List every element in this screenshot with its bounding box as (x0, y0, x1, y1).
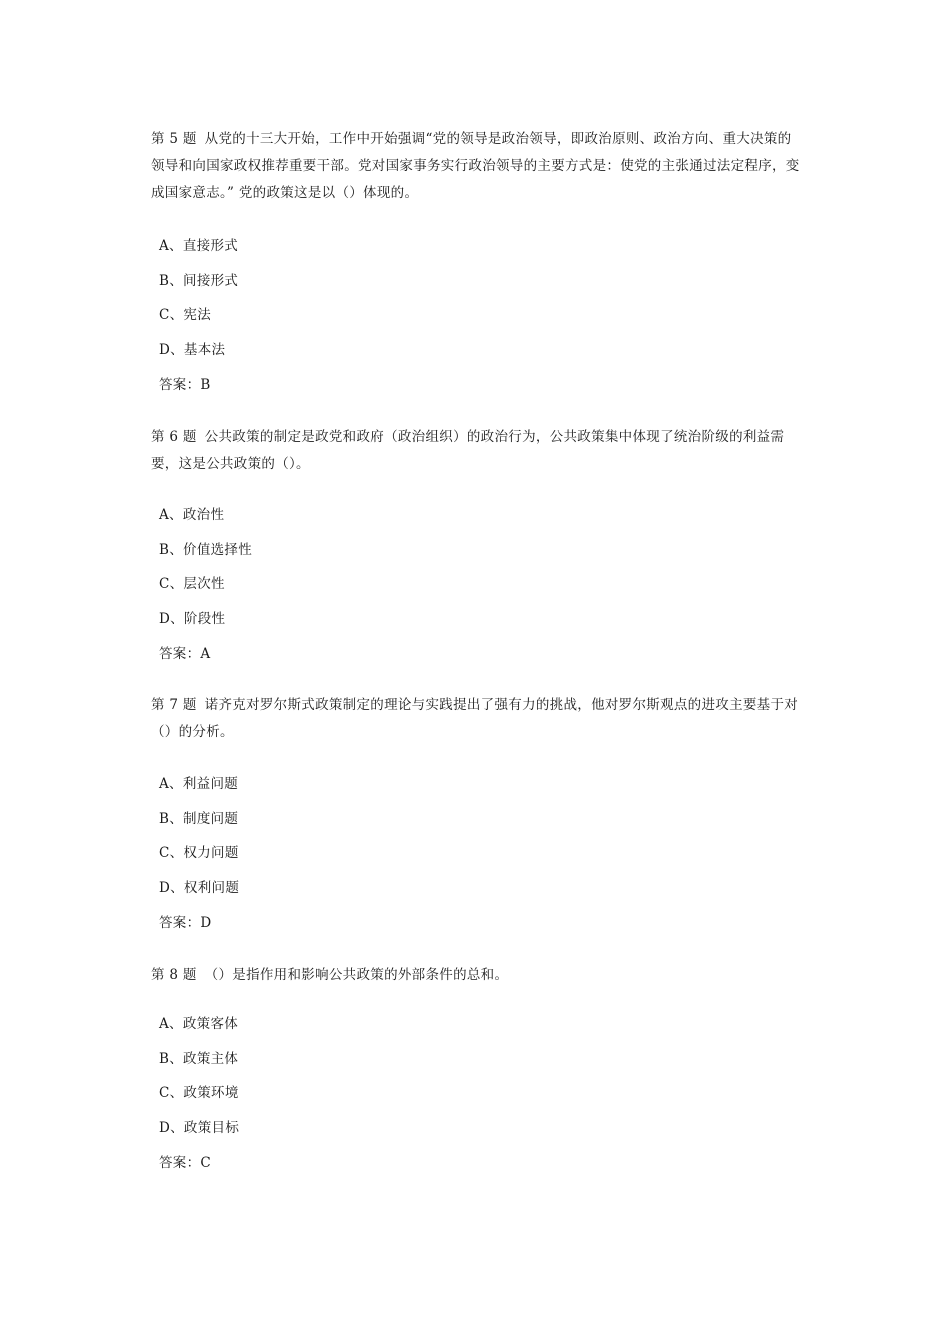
option-a: A、政治性 (159, 507, 225, 523)
option-b: B、制度问题 (159, 811, 239, 827)
question-6 (151, 424, 801, 662)
question-8 (151, 962, 801, 1171)
option-a: A、利益问题 (159, 776, 239, 792)
answer: 答案：D (159, 915, 212, 931)
answer: 答案：C (159, 1155, 212, 1171)
option-a: A、直接形式 (159, 238, 239, 254)
question-text: 诺齐克对罗尔斯式政策制定的理论与实践提出了强有力的挑战，他对罗尔斯观点的进攻主要基于对（）的分析。 (151, 697, 799, 740)
question-text: 公共政策的制定是政党和政府（政治组织）的政治行为，公共政策集中体现了统治阶级的利益需要，这是公共政策的（）。 (151, 429, 785, 472)
option-b: B、政策主体 (159, 1051, 239, 1067)
question-number: 第 5 题 (151, 131, 197, 147)
question-5 (151, 126, 801, 393)
question-text: 从党的十三大开始，工作中开始强调“党的领导是政治领导，即政治原则、政治方向、重大决策的领导和向国家政权推荐重要干部。党对国家事务实行政治领导的主要方式是：使党的主张通过法定程序，变成国家意志。” 党的政策这是以（）体现的。 (151, 131, 800, 201)
question-stem (151, 962, 801, 989)
option-d: D、阶段性 (159, 611, 226, 627)
option-d: D、基本法 (159, 342, 226, 358)
question-stem (151, 424, 801, 478)
option-b: B、价值选择性 (159, 542, 253, 558)
question-7 (151, 692, 801, 931)
option-c: C、政策环境 (159, 1085, 239, 1101)
option-d: D、政策目标 (159, 1120, 240, 1136)
answer: 答案：B (159, 377, 211, 393)
answer: 答案：A (159, 646, 211, 662)
option-c: C、宪法 (159, 307, 212, 323)
question-stem (151, 692, 801, 746)
option-d: D、权利问题 (159, 880, 240, 896)
question-stem (151, 126, 801, 207)
question-number: 第 8 题 (151, 967, 197, 983)
option-a: A、政策客体 (159, 1016, 239, 1032)
question-number: 第 6 题 (151, 429, 197, 445)
option-c: C、层次性 (159, 576, 225, 592)
question-text: （）是指作用和影响公共政策的外部条件的总和。 (204, 967, 509, 983)
option-c: C、权力问题 (159, 845, 239, 861)
question-number: 第 7 题 (151, 697, 197, 713)
option-b: B、间接形式 (159, 273, 239, 289)
